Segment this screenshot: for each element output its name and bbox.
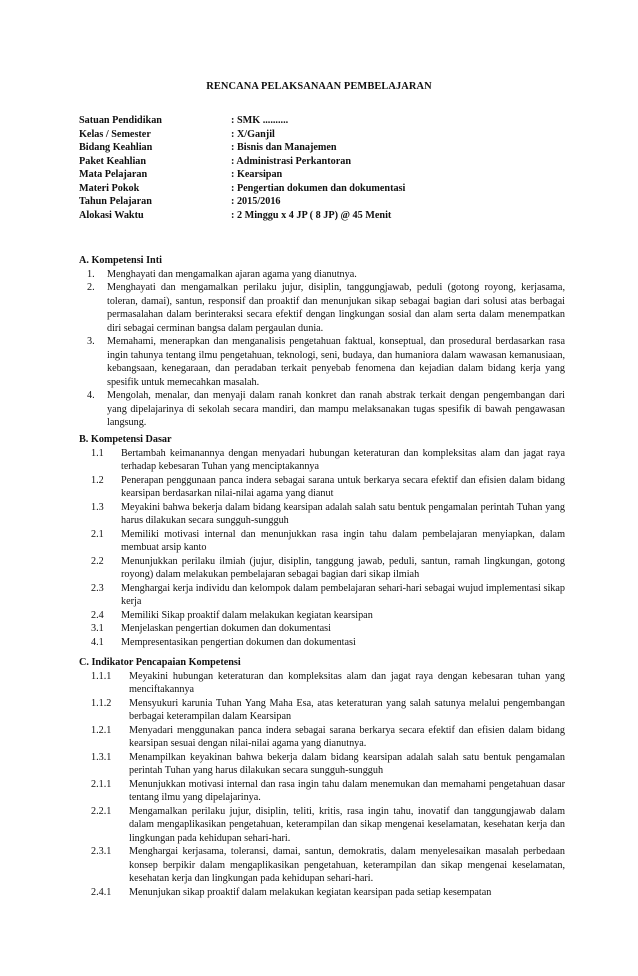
identity-value: : Kearsipan bbox=[231, 169, 283, 180]
identity-label: Materi Pokok bbox=[79, 182, 140, 194]
item-text: Mengamalkan perilaku jujur, disiplin, teliti, kritis, rasa ingin tahu, inovatif dan tanggungjawab dalam dalam mengaplikasikan pengetahuan, keterampilan dan sikap mengenai keselamatan, kesehatan kerja dan lingkungan pada kehidupan sehari-hari. bbox=[129, 805, 565, 844]
item-text: Menghargai kerja individu dan kelompok dalam pembelajaran sehari-hari sebagai wujud implementasi sikap kerja bbox=[121, 582, 565, 607]
item-text: Memahami, menerapkan dan menganalisis pengetahuan faktual, konseptual, dan prosedural berdasarkan rasa ingin tahunya tentang ilmu pengetahuan, teknologi, seni, budaya, dan humaniora dalam wawasan kemanusiaan, kebangsaan, kenegaraan, dan peradaban terkait penyebab fenomena dan kejadian dalam bidang kerja yang spesifik untuk memecahkan masalah. bbox=[107, 336, 565, 388]
item-number: 2.4 bbox=[91, 609, 104, 621]
item-text: Meyakini hubungan keteraturan dan kompleksitas alam dan jagat raya dengan kebesaran tuhan yang menciftakannya bbox=[129, 670, 565, 695]
list-item bbox=[79, 582, 565, 609]
item-number: 4. bbox=[87, 390, 95, 401]
item-number: 2.3.1 bbox=[91, 846, 112, 857]
item-text: Menunjukkan perilaku ilmiah (jujur, disiplin, tanggung jawab, peduli, santun, ramah lingkungan, gotong royong) dalam melakukan pembelajaran sebagai bagian dari sikap ilmiah bbox=[121, 555, 565, 580]
identity-row bbox=[79, 209, 569, 223]
list-item bbox=[79, 636, 565, 650]
section-heading: A. Kompetensi Inti bbox=[79, 255, 162, 266]
list-item bbox=[79, 886, 565, 900]
identity-label: Tahun Pelajaran bbox=[79, 196, 152, 207]
item-text: Menampilkan keyakinan bahwa bekerja dalam bidang kearsipan adalah salah satu bentuk pengamalan perintah Tuhan yang harus dilakukan secara sungguh-sungguh bbox=[129, 751, 565, 776]
list-item bbox=[79, 609, 565, 623]
identity-label: Alokasi Waktu bbox=[79, 209, 144, 221]
item-number: 1.1.2 bbox=[91, 697, 112, 709]
section-heading: B. Kompetensi Dasar bbox=[79, 434, 172, 445]
item-number: 2.1 bbox=[91, 528, 104, 540]
identity-value: : Administrasi Perkantoran bbox=[231, 155, 351, 167]
item-number: 1.3.1 bbox=[91, 751, 112, 763]
identity-value: : 2015/2016 bbox=[231, 196, 281, 207]
item-number: 2.3 bbox=[91, 582, 104, 594]
list-item bbox=[79, 501, 565, 528]
identity-value: : X/Ganjil bbox=[231, 128, 275, 140]
item-number: 2.2 bbox=[91, 555, 104, 567]
list-item bbox=[79, 335, 565, 389]
list-item bbox=[79, 697, 565, 724]
list-item bbox=[79, 845, 565, 886]
item-number: 3.1 bbox=[91, 623, 104, 634]
list-item bbox=[79, 751, 565, 778]
identity-value: : 2 Minggu x 4 JP ( 8 JP) @ 45 Menit bbox=[231, 209, 392, 221]
identity-value: : SMK .......... bbox=[231, 115, 289, 126]
section-indikator bbox=[79, 656, 565, 899]
item-text: Menghayati dan mengamalkan perilaku jujur, disiplin, tanggungjawab, peduli (gotong royong, kerjasama, toleran, damai), santun, responsif dan proaktif dan menunjukan sikap sebagai bagian dari solusi atas berbagai permasalahan dalam berinteraksi secara efektif dengan lingkungan sosial dan alam serta dalam menempatkan diri sebagai cerminan bangsa dalam pergaulan dunia. bbox=[107, 282, 565, 334]
item-number: 4.1 bbox=[91, 636, 104, 648]
list-item bbox=[79, 670, 565, 697]
item-number: 2.4.1 bbox=[91, 886, 112, 898]
item-text: Mempresentasikan pengertian dokumen dan dokumentasi bbox=[121, 636, 356, 648]
section-heading: C. Indikator Pencapaian Kompetensi bbox=[79, 657, 241, 668]
item-text: Menghayati dan mengamalkan ajaran agama yang dianutnya. bbox=[107, 268, 357, 280]
item-number: 1.2 bbox=[91, 474, 104, 486]
item-text: Menunjukkan motivasi internal dan rasa ingin tahu dalam menemukan dan memahami pengetahuan dasar tentang ilmu yang dipelajarinya. bbox=[129, 778, 565, 803]
item-text: Menyadari menggunakan panca indera sebagai sarana berkarya secara efektif dan efisien dalam bidang kearsipan sesuai dengan nilai-nilai agama yang dianutnya. bbox=[129, 724, 565, 749]
item-text: Menunjukan sikap proaktif dalam melakukan kegiatan kearsipan pada setiap kesempatan bbox=[129, 886, 492, 898]
item-text: Bertambah keimanannya dengan menyadari hubungan keteraturan dan kompleksitas alam dan jagat raya terhadap kebesaran Tuhan yang menciptakannya bbox=[121, 447, 565, 472]
identity-label: Mata Pelajaran bbox=[79, 169, 148, 180]
identity-value: : Pengertian dokumen dan dokumentasi bbox=[231, 182, 406, 194]
item-number: 1.3 bbox=[91, 501, 104, 513]
item-number: 2.1.1 bbox=[91, 778, 112, 790]
identity-row bbox=[79, 128, 569, 142]
list-item bbox=[79, 389, 565, 430]
item-text: Mensyukuri karunia Tuhan Yang Maha Esa, atas keteraturan yang salah satunya melalui pengembangan berbagai keterampilan dalam Kearsipan bbox=[129, 697, 565, 722]
list-item bbox=[79, 268, 565, 282]
item-number: 1. bbox=[87, 268, 95, 280]
identity-row bbox=[79, 182, 569, 196]
identity-row bbox=[79, 141, 569, 155]
item-text: Menjelaskan pengertian dokumen dan dokumentasi bbox=[121, 623, 331, 634]
section-kompetensi-dasar bbox=[79, 433, 565, 649]
identity-row bbox=[79, 195, 569, 209]
item-number: 1.2.1 bbox=[91, 724, 112, 736]
item-number: 1.1.1 bbox=[91, 670, 112, 682]
identity-label: Bidang Keahlian bbox=[79, 142, 153, 153]
list-item bbox=[79, 622, 565, 636]
item-number: 1.1 bbox=[91, 447, 104, 459]
identity-row bbox=[79, 114, 569, 128]
item-text: Penerapan penggunaan panca indera sebagai sarana untuk berkarya secara efektif dan efisien dalam bidang kearsipan berdasarkan nilai-nilai agama yang dianut bbox=[121, 474, 565, 499]
list-item bbox=[79, 447, 565, 474]
list-item bbox=[79, 528, 565, 555]
item-text: Meyakini bahwa bekerja dalam bidang kearsipan adalah salah satu bentuk pengamalan perintah Tuhan yang harus dilakukan secara sungguh-sungguh bbox=[121, 501, 565, 526]
list-item bbox=[79, 778, 565, 805]
identity-row bbox=[79, 155, 569, 169]
item-text: Memiliki Sikap proaktif dalam melakukan kegiatan kearsipan bbox=[121, 609, 373, 621]
identity-label: Satuan Pendidikan bbox=[79, 115, 162, 126]
item-text: Memiliki motivasi internal dan menunjukkan rasa ingin tahu dalam pembelajaran menyiapkan, dalam membuat arsip kanto bbox=[121, 528, 565, 553]
list-item bbox=[79, 281, 565, 335]
item-number: 2.2.1 bbox=[91, 805, 112, 817]
identity-row bbox=[79, 168, 569, 182]
section-kompetensi-inti bbox=[79, 254, 565, 430]
list-item bbox=[79, 555, 565, 582]
identity-value: : Bisnis dan Manajemen bbox=[231, 142, 337, 153]
list-item bbox=[79, 805, 565, 846]
list-item bbox=[79, 474, 565, 501]
identity-label: Kelas / Semester bbox=[79, 128, 151, 140]
item-number: 3. bbox=[87, 336, 95, 347]
item-text: Menghargai kerjasama, toleransi, damai, santun, demokratis, dalam menyelesaikan masalah perbedaan konsep berpikir dalam mengaplikasikan pengetahuan, keterampilan dan sikap mengenai keselamatan, kesehatan kerja dan lingkungan pada kehidupan sehari-hari. bbox=[129, 846, 565, 884]
identity-label: Paket Keahlian bbox=[79, 155, 147, 167]
item-number: 2. bbox=[87, 282, 95, 293]
list-item bbox=[79, 724, 565, 751]
identity-table bbox=[79, 114, 569, 222]
item-text: Mengolah, menalar, dan menyaji dalam ranah konkret dan ranah abstrak terkait dengan pengembangan dari yang dipelajarinya di sekolah secara mandiri, dan mampu melaksanakan tugas spesifik di bawah pengawasan langsung. bbox=[107, 390, 565, 428]
document-title: RENCANA PELAKSANAAN PEMBELAJARAN bbox=[206, 81, 432, 92]
